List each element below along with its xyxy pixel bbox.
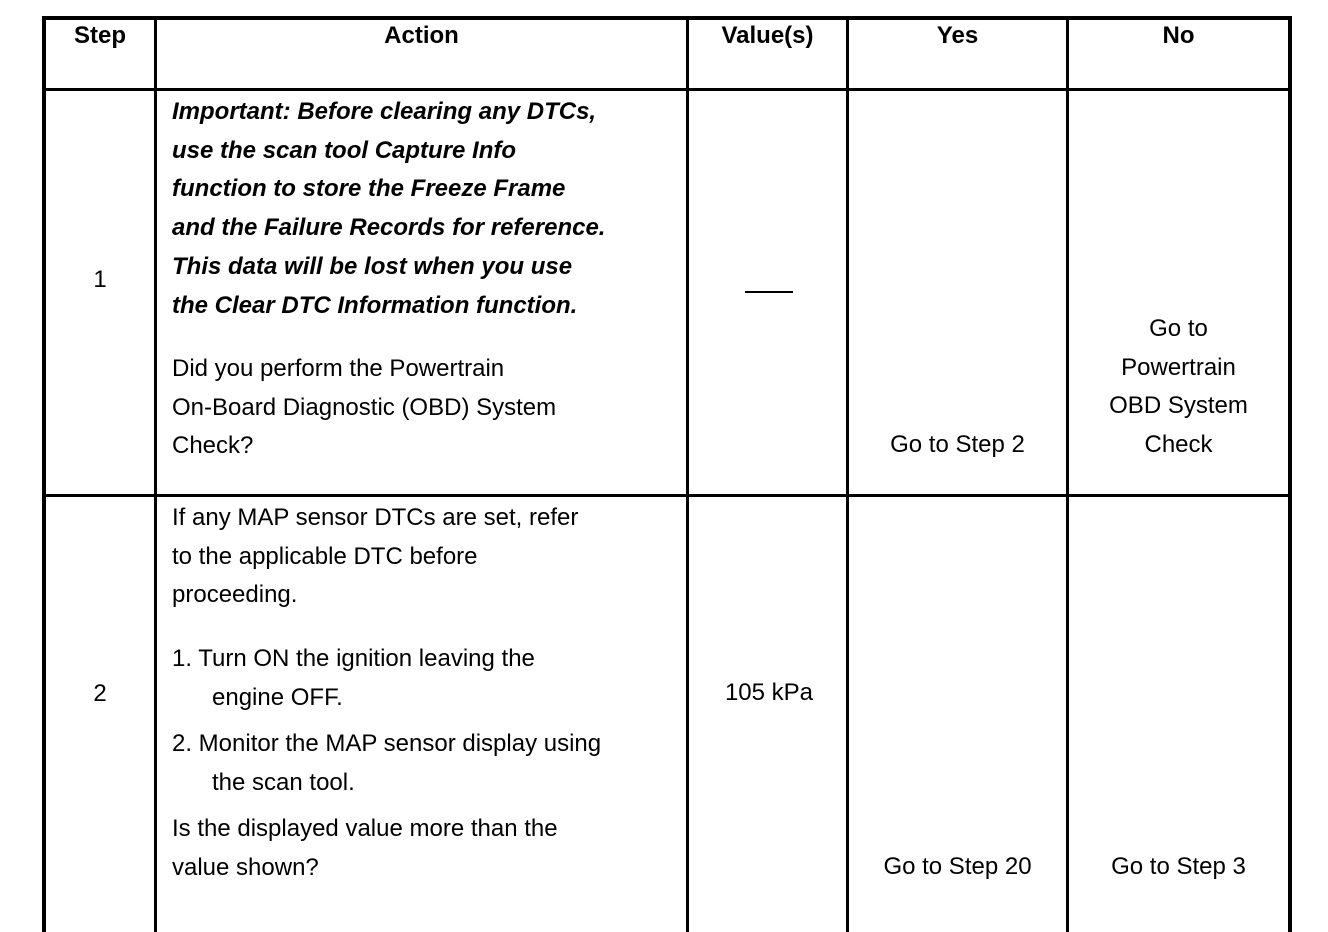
value-text: 105 kPa — [724, 679, 814, 706]
important-line: This data will be lost when you use — [172, 252, 573, 280]
intro-line: proceeding. — [172, 581, 298, 609]
intro-line: If any MAP sensor DTCs are set, refer — [172, 504, 579, 531]
header-action: Action — [384, 22, 459, 49]
important-line: use the scan tool Capture Info — [172, 136, 517, 164]
no-action: Go to Step 3 — [1111, 853, 1246, 880]
no-action-line: Powertrain — [1121, 353, 1236, 381]
procedure-step-line: the scan tool. — [212, 768, 355, 796]
important-line: function to store the Freeze Frame — [172, 175, 566, 203]
no-value-dash — [745, 291, 793, 293]
procedure-step-line: 1. Turn ON the ignition leaving the — [172, 645, 535, 672]
header-yes: Yes — [936, 22, 979, 49]
question-line: Check? — [172, 432, 254, 460]
intro-text — [172, 499, 578, 615]
question-line: Is the displayed value more than the — [172, 815, 558, 842]
no-action — [1069, 310, 1288, 465]
value-text — [745, 291, 746, 292]
no-action-line: Go to — [1149, 315, 1208, 342]
column-divider-yes — [1066, 16, 1069, 932]
question — [172, 810, 558, 887]
step-number: 2 — [93, 680, 107, 707]
column-divider-action — [686, 16, 689, 932]
procedure-step-line: engine OFF. — [212, 683, 343, 711]
no-action-line: Check — [1144, 431, 1213, 459]
question-line: value shown? — [172, 853, 319, 881]
column-divider-step — [154, 16, 157, 932]
yes-action: Go to Step 20 — [883, 853, 1032, 880]
question — [172, 350, 556, 466]
question-line: On-Board Diagnostic (OBD) System — [172, 393, 557, 421]
important-line: Important: Before clearing any DTCs, — [172, 98, 597, 125]
important-line: the Clear DTC Information function. — [172, 291, 578, 319]
header-values: Value(s) — [721, 22, 814, 49]
question-line: Did you perform the Powertrain — [172, 355, 505, 382]
important-note — [172, 93, 605, 325]
header-divider — [42, 88, 1292, 91]
procedure-step — [172, 640, 535, 717]
row-divider — [42, 494, 1292, 497]
important-line: and the Failure Records for reference. — [172, 214, 606, 242]
header-step: Step — [73, 22, 126, 49]
intro-line: to the applicable DTC before — [172, 542, 478, 570]
step-number: 1 — [93, 266, 107, 293]
header-no: No — [1162, 22, 1195, 49]
procedure-step — [172, 725, 601, 802]
yes-action: Go to Step 2 — [890, 431, 1025, 458]
column-divider-values — [846, 16, 849, 932]
procedure-step-line: 2. Monitor the MAP sensor display using — [172, 730, 602, 757]
no-action-line: OBD System — [1109, 392, 1248, 420]
